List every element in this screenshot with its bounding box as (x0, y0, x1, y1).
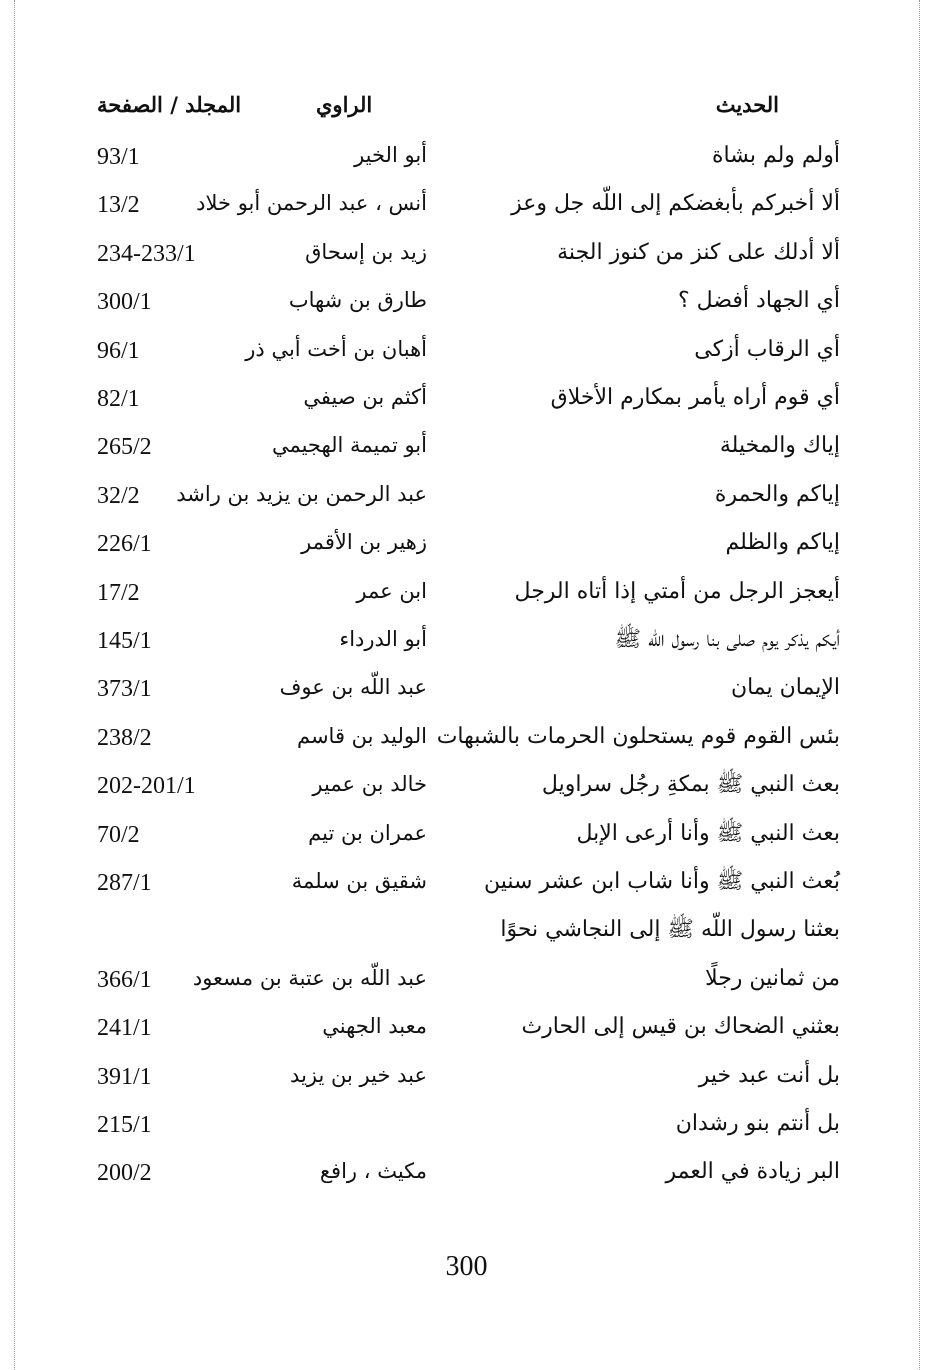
narrator-name: أهبان بن أخت أبي ذر (245, 337, 427, 361)
scan-edge-right (919, 0, 920, 1370)
narrator-name: عبد اللّه بن عوف (279, 675, 427, 699)
narrator-name: عبد خير بن يزيد (290, 1063, 427, 1087)
hadith-text: من ثمانين رجلًا (705, 966, 840, 991)
volume-page-ref: 366/1 (97, 967, 152, 993)
narrator-name: أنس ، عبد الرحمن أبو خلاد (196, 191, 427, 215)
hadith-text: ألا أدلك على كنز من كنوز الجنة (557, 240, 840, 265)
header-volume-page: المجلد / الصفحة (97, 92, 242, 117)
volume-page-ref: 373/1 (97, 676, 152, 702)
narrator-name: عبد الرحمن بن يزيد بن راشد (176, 482, 427, 506)
hadith-text: أولم ولم بشاة (711, 143, 840, 168)
hadith-text: البر زيادة في العمر (665, 1159, 840, 1184)
volume-page-ref: 32/2 (97, 483, 140, 509)
hadith-text: بئس القوم قوم يستحلون الحرمات بالشبهات (436, 724, 840, 749)
narrator-name: شقيق بن سلمة (291, 869, 427, 893)
narrator-name: زهير بن الأقمر (301, 530, 427, 554)
scan-edge-left (14, 0, 15, 1370)
hadith-text: بل أنت عبد خير (698, 1063, 840, 1088)
hadith-text: أيعجز الرجل من أمتي إذا أتاه الرجل (514, 579, 840, 604)
volume-page-ref: 300/1 (97, 289, 152, 315)
page-number: 300 (445, 1251, 488, 1282)
volume-page-ref: 82/1 (97, 386, 140, 412)
volume-page-ref: 265/2 (97, 434, 152, 460)
narrator-name: ابن عمر (356, 579, 427, 603)
volume-page-ref: 238/2 (97, 725, 152, 751)
narrator-name: أبو الخير (354, 143, 427, 167)
narrator-name: خالد بن عمير (312, 772, 427, 796)
hadith-text: إياكم والظلم (725, 530, 840, 555)
hadith-text: ألا أخبركم بأبغضكم إلى اللّه جل وعز (511, 191, 840, 216)
volume-page-ref: 215/1 (97, 1112, 152, 1138)
volume-page-ref: 96/1 (97, 338, 140, 364)
hadith-text: أي قوم أراه يأمر بمكارم الأخلاق (550, 385, 840, 410)
volume-page-ref: 241/1 (97, 1015, 152, 1041)
volume-page-ref: 13/2 (97, 192, 140, 218)
header-rawi: الراوي (316, 92, 373, 117)
narrator-name: الوليد بن قاسم (296, 724, 427, 748)
narrator-name: معبد الجهني (322, 1014, 427, 1038)
narrator-name: مكيث ، رافع (319, 1159, 427, 1183)
hadith-text: أي الجهاد أفضل ؟ (677, 288, 840, 313)
hadith-text: بُعث النبي ﷺ وأنا شاب ابن عشر سنين (483, 869, 840, 894)
volume-page-ref: 287/1 (97, 870, 152, 896)
narrator-name: زيد بن إسحاق (305, 240, 427, 264)
hadith-text: الإيمان يمان (730, 675, 840, 700)
hadith-text: بل أنتم بنو رشدان (675, 1111, 840, 1136)
narrator-name: عمران بن تيم (308, 821, 427, 845)
hadith-text: أيكم يذكر يوم صلى بنا رسول اللّه ﷺ (614, 627, 840, 652)
volume-page-ref: 202-201/1 (97, 773, 196, 799)
narrator-name: عبد اللّه بن عتبة بن مسعود (192, 966, 427, 990)
volume-page-ref: 145/1 (97, 628, 152, 654)
header-hadith: الحديث (715, 92, 779, 117)
hadith-text: بعثني الضحاك بن قيس إلى الحارث (521, 1014, 840, 1039)
hadith-text: إياكم والحمرة (714, 482, 840, 507)
volume-page-ref: 226/1 (97, 531, 152, 557)
narrator-name: أبو الدرداء (339, 627, 427, 651)
narrator-name: طارق بن شهاب (288, 288, 427, 312)
volume-page-ref: 70/2 (97, 822, 140, 848)
narrator-name: أكثم بن صيفي (303, 385, 427, 409)
volume-page-ref: 200/2 (97, 1160, 152, 1186)
hadith-text: أي الرقاب أزكى (694, 337, 840, 362)
hadith-text: بعثنا رسول اللّه ﷺ إلى النجاشي نحوًا (500, 917, 840, 942)
hadith-text: إياك والمخيلة (719, 433, 840, 458)
volume-page-ref: 93/1 (97, 144, 140, 170)
narrator-name: أبو تميمة الهجيمي (271, 433, 427, 457)
volume-page-ref: 234-233/1 (97, 241, 196, 267)
hadith-text: بعث النبي ﷺ وأنا أرعى الإبل (576, 821, 840, 846)
volume-page-ref: 17/2 (97, 580, 140, 606)
volume-page-ref: 391/1 (97, 1064, 152, 1090)
hadith-text: بعث النبي ﷺ بمكةِ رجُل سراويل (541, 772, 840, 797)
